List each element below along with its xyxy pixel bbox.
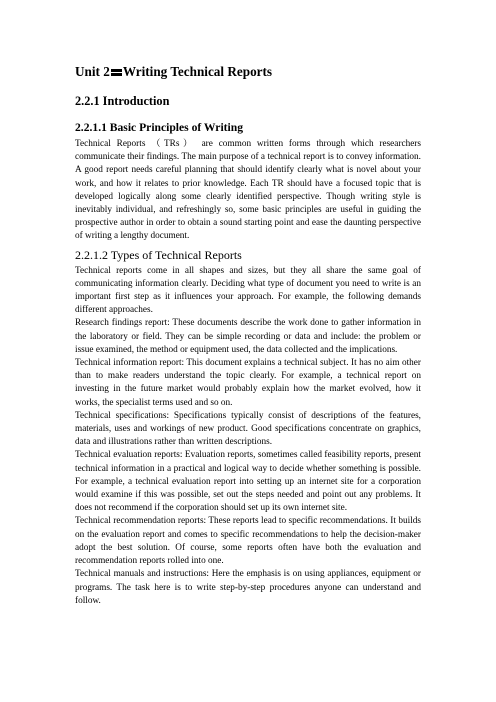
unit-title-separator-icon [111, 68, 122, 77]
technical-evaluation-paragraph: Technical evaluation reports: Evaluation reports, sometimes called feasibility reports, present technical information in a practical and logical way to decide whether something is possible. For example, a technical evaluation report into setting up an internet site for a corporation would examine if this was possible, set out the steps needed and point out any problems. It does not recommend if the corporation should set up its own internet site. [75, 450, 421, 514]
unit-title-text: Writing Technical Reports [122, 64, 273, 79]
types-intro-paragraph: Technical reports come in all shapes and sizes, but they all share the same goal of communicating information clearly. Deciding what type of document you need to write is an important first step as it influences your approach. For example, the following demands different approaches. [75, 265, 421, 316]
basic-principles-paragraph: Technical Reports （TRs） are common written forms through which researchers communicate their findings. The main purpose of a technical report is to convey information. A good report needs careful planning that should identify clearly what is novel about your work, and how it relates to prior knowledge. Each TR should have a focused topic that is developed logically along some clearly identified perspective. Though writing style is inevitably individual, and refreshingly so, some basic principles are useful in guiding the prospective author in order to obtain a sound starting point and ease the daunting perspective of writing a lengthy document. [75, 139, 421, 242]
unit-title [75, 64, 421, 80]
document-page [75, 64, 421, 608]
subsection-basic-principles-title: 2.2.1.1 Basic Principles of Writing [75, 121, 244, 134]
subsection-types-title: 2.2.1.2 Types of Technical Reports [75, 247, 242, 262]
technical-information-paragraph: Technical information report: This document explains a technical subject. It has no aim other than to make readers understand the topic clearly. For example, a technical report on investing in the future market would probably explain how the market evolved, how it works, the specialist terms used and so on. [75, 358, 421, 408]
research-findings-paragraph: Research findings report: These documents describe the work done to gather information in the laboratory or field. They can be simple recording or data and include: the problem or issue examined, the method or equipment used, the data collected and the implications. [75, 318, 421, 355]
technical-recommendation-paragraph: Technical recommendation reports: These reports lead to specific recommendations. It builds on the evaluation report and comes to specific recommendations to help the decision-maker adopt the best solution. Of course, some reports often have both the evaluation and recommendation reports rolled into one. [75, 516, 421, 567]
unit-title-number: Unit 2 [75, 64, 110, 79]
section-title: 2.2.1 Introduction [75, 94, 170, 108]
technical-manuals-paragraph: Technical manuals and instructions: Here the emphasis is on using appliances, equipment or programs. The task here is to write step-by-step procedures anyone can understand and follow. [75, 569, 421, 606]
technical-specifications-paragraph: Technical specifications: Specifications typically consist of descriptions of the features, materials, uses and workings of new product. Good specifications concentrate on graphics, data and illustrations rather than written descriptions. [75, 410, 421, 448]
